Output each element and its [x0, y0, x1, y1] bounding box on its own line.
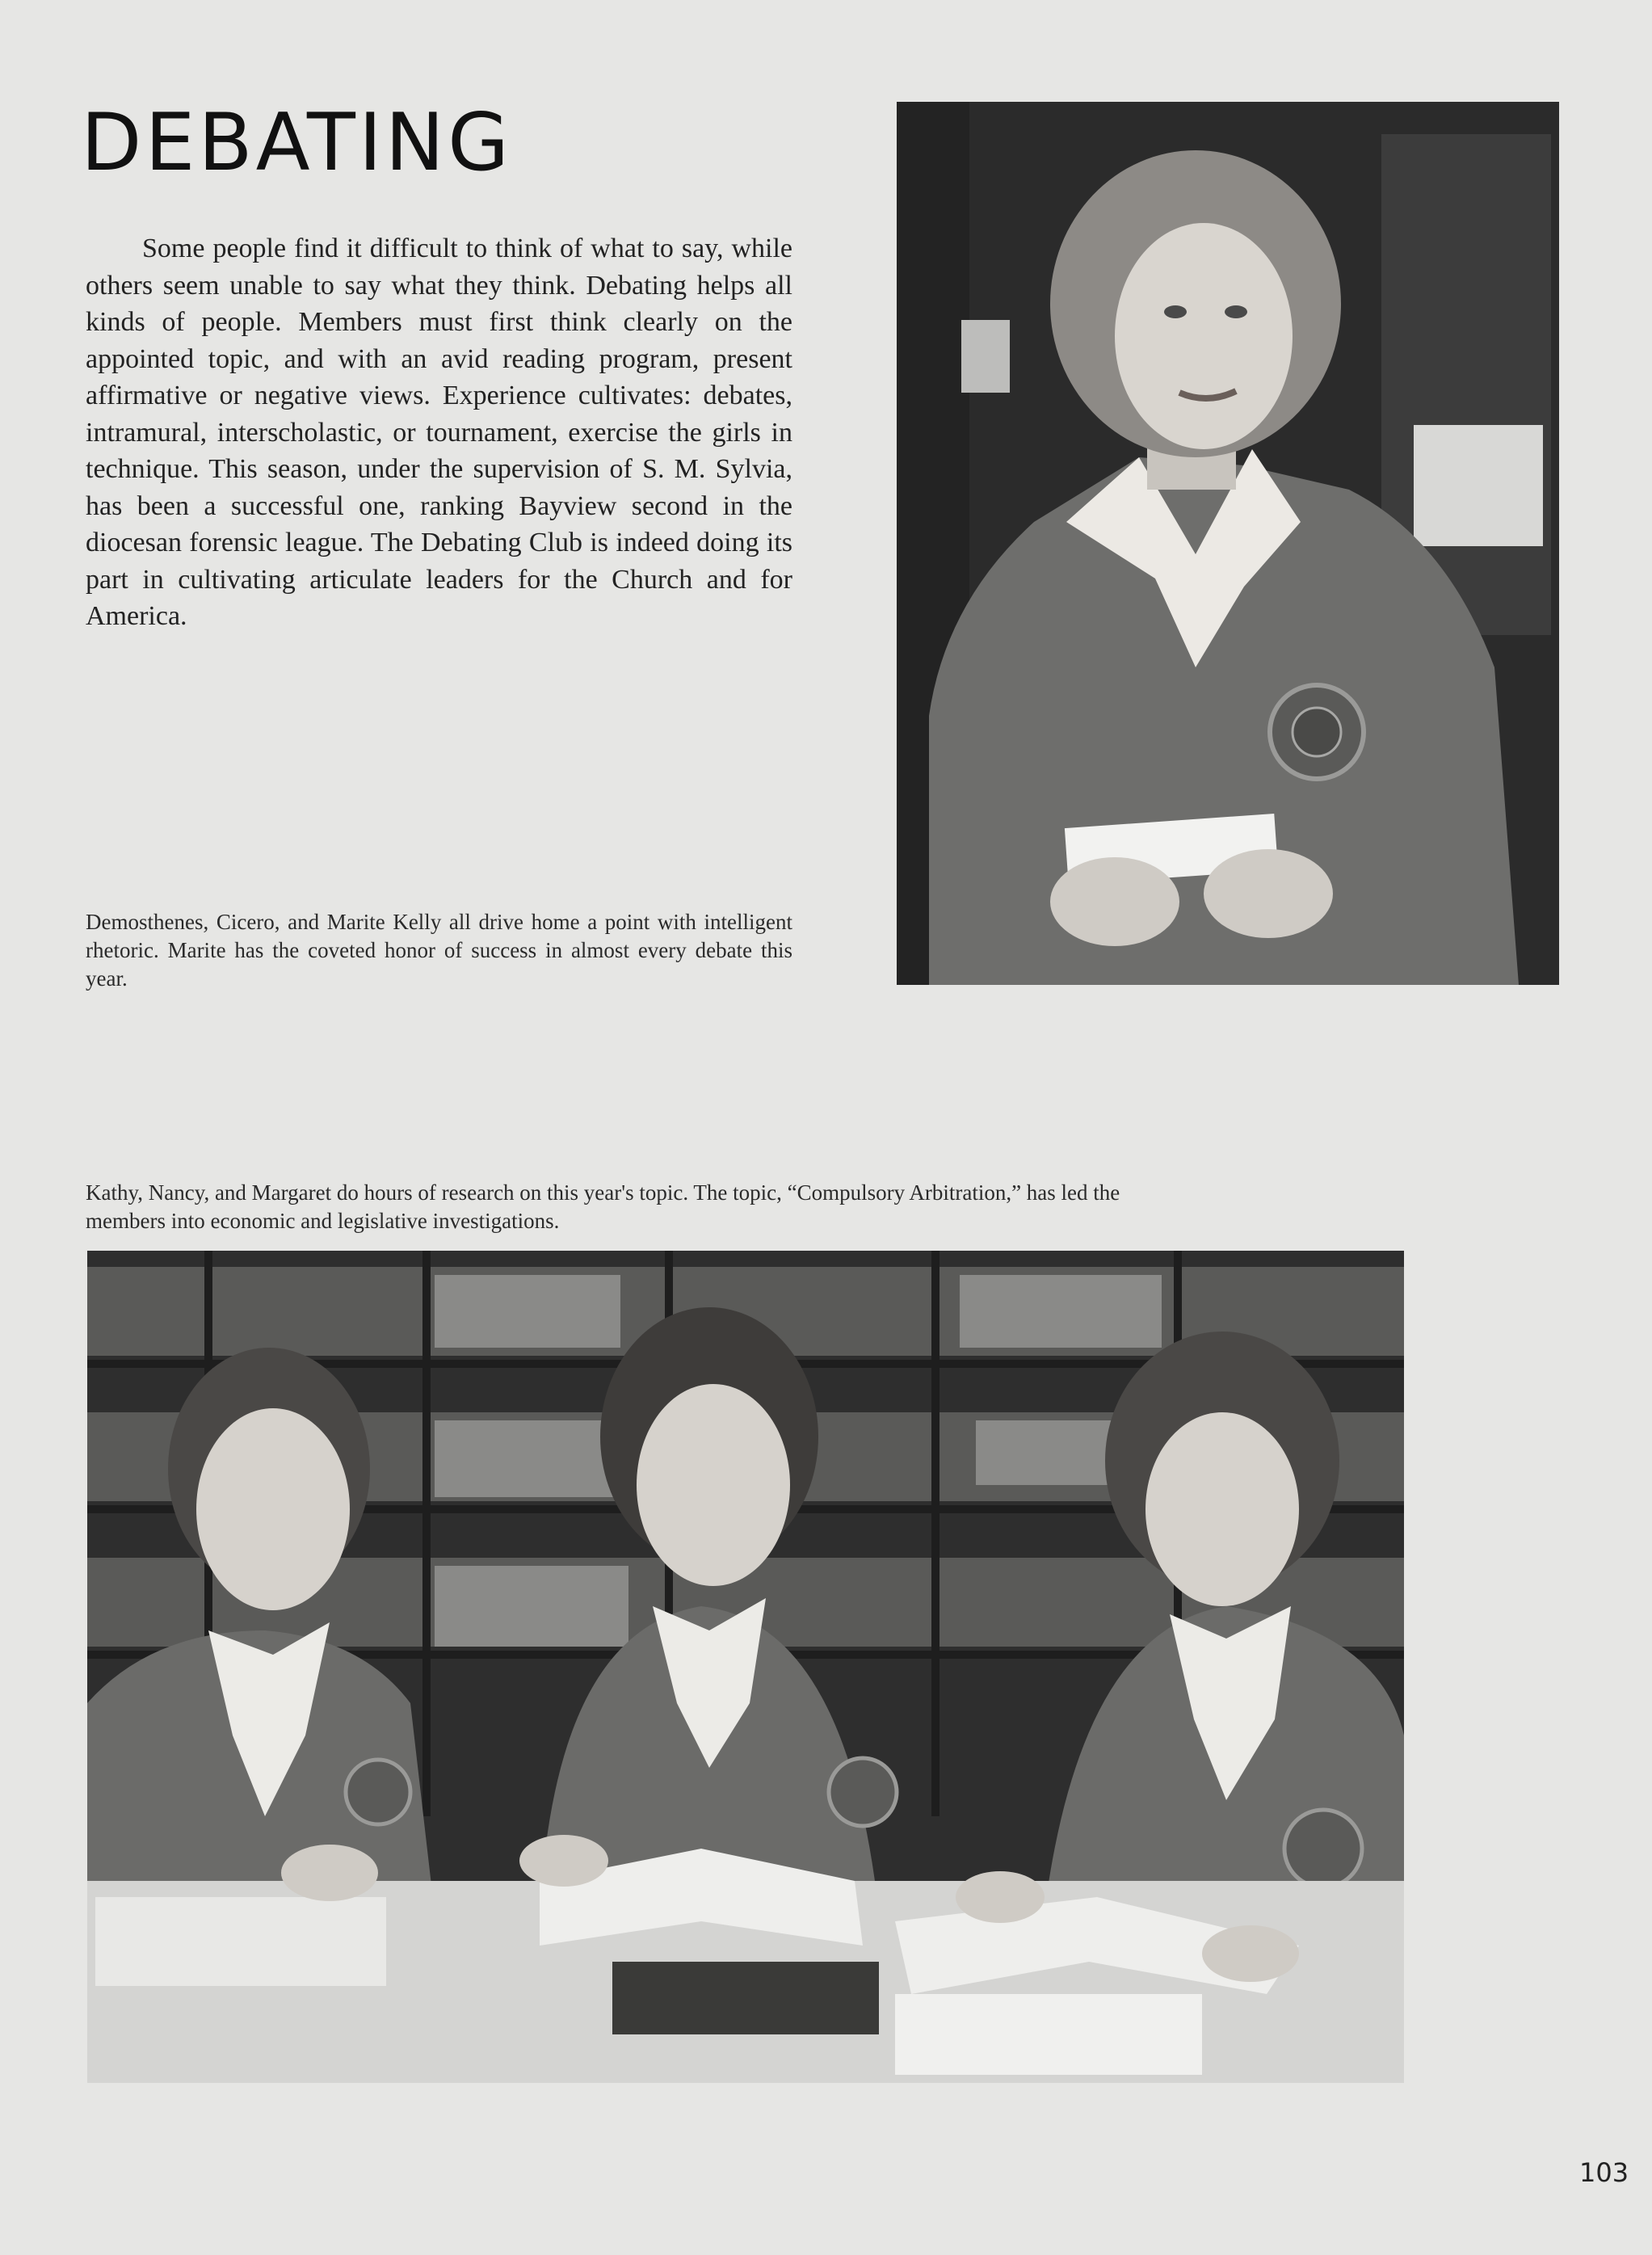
caption-research: Kathy, Nancy, and Margaret do hours of research on this year's topic. The topic, “Compulsory Arbitration,” has led the members into economic and legislative investigations.: [86, 1180, 1120, 1233]
photo-library: [87, 1251, 1404, 2083]
photo-speaker: [897, 102, 1559, 985]
page-number: 103: [1579, 2157, 1629, 2188]
caption-speaker: Demosthenes, Cicero, and Marite Kelly all drive home a point with intelligent rhetoric. Marite has the coveted honor of success in almost every debate this year.: [86, 910, 792, 991]
page-title: DEBATING: [81, 97, 513, 189]
body-paragraph: Some people find it difficult to think of what to say, while others seem unable to say what they think. Debating helps all kinds of people. Members must first think clearly on the appointed topic, and with an avid reading program, present affirmative or negative views. Experience cultivates: debates, intramural, interscholastic, or tournament, exercise the girls in technique. This season, under the supervision of S. M. Sylvia, has been a successful one, ranking Bayview second in the diocesan forensic league. The Debating Club is indeed doing its part in cultivating articulate leaders for the Church and for America.: [86, 233, 792, 631]
